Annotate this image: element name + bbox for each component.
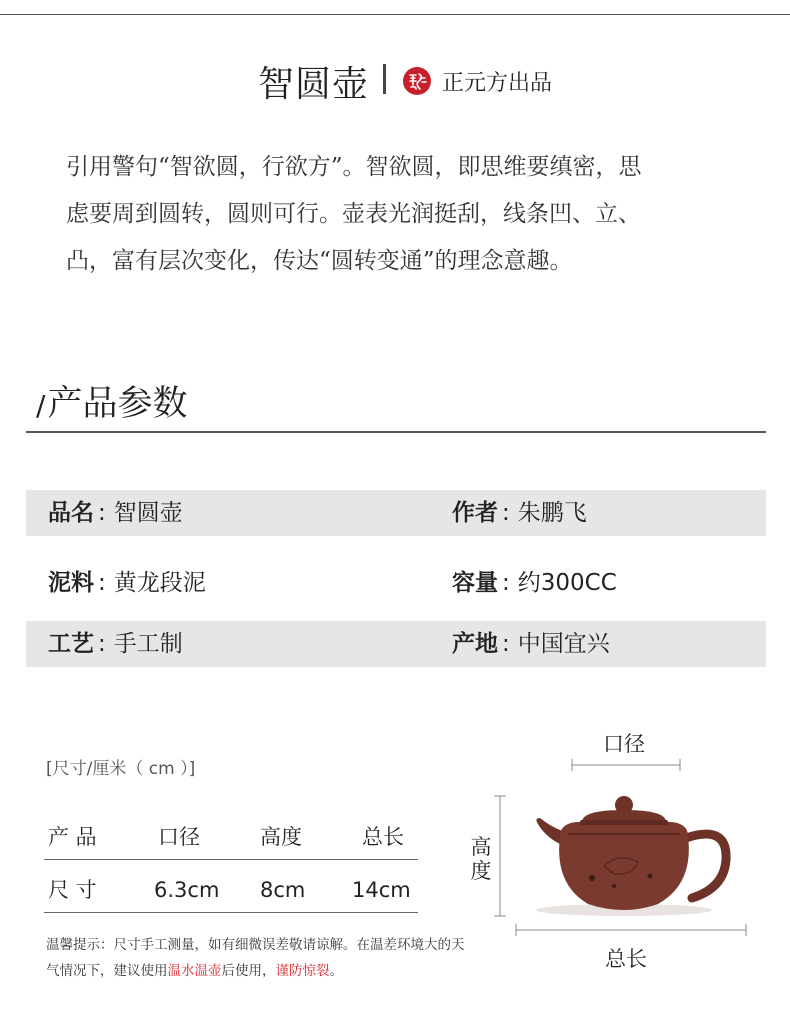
description-line: 凸，富有层次变化，传达“圆转变通”的理念意趣。: [66, 248, 573, 274]
height-label-bottom: 度: [470, 859, 492, 883]
table-cell: 14cm: [352, 878, 411, 902]
height-label-top: 高: [470, 835, 492, 859]
table-row: [44, 868, 418, 913]
param-value: 手工制: [113, 631, 183, 657]
param-row: [26, 560, 766, 606]
teapot-image: [536, 796, 726, 916]
param-clay: 泥料 : 黄龙段泥: [48, 570, 206, 596]
param-name: 品名 : 智圆壶: [48, 500, 183, 526]
tip-text: 。: [329, 963, 343, 979]
tip-highlight: 温水温壶: [167, 963, 222, 979]
length-label: 总长: [605, 947, 647, 971]
param-key: 产地: [452, 631, 498, 657]
dimension-table: [44, 815, 418, 913]
section-title-text: 产品参数: [47, 384, 188, 424]
table-header: 总长: [362, 825, 404, 849]
brand-label: 正元方出品: [442, 71, 553, 96]
product-title: 智圆壶: [258, 64, 370, 105]
section-divider: [26, 431, 766, 433]
tip-text: 后使用，: [221, 963, 276, 979]
param-value: 智圆壶: [113, 500, 183, 526]
param-value: 中国宜兴: [517, 631, 610, 657]
param-key: 品名: [48, 500, 94, 526]
care-tip: [46, 932, 466, 984]
table-cell: 8cm: [260, 878, 306, 902]
mouth-label: 口径: [603, 732, 645, 756]
table-header-row: [44, 815, 418, 860]
table-header: 产 品: [48, 825, 97, 849]
param-key: 容量: [452, 570, 498, 596]
section-title: [36, 376, 187, 426]
top-divider: [0, 14, 790, 15]
seal-logo: [402, 66, 432, 96]
table-cell: 尺 寸: [48, 878, 97, 902]
param-capacity: 容量 : 约300CC: [452, 570, 617, 596]
tip-text: 温馨提示：尺寸手工测量，如有细微误差敬请谅解。在温差环境大的天气情况下，建议使用: [46, 937, 465, 979]
table-cell: 6.3cm: [154, 878, 220, 902]
param-craft: 工艺 : 手工制: [48, 631, 183, 657]
description-line: 引用警句“智欲圆，行欲方”。智欲圆，即思维要缜密，思: [66, 154, 642, 180]
param-row: [26, 621, 766, 667]
param-origin: 产地 : 中国宜兴: [452, 631, 610, 657]
description-line: 虑要周到圆转，圆则可行。壶表光润挺刮，线条凹、立、: [66, 201, 641, 227]
tip-highlight: 谨防惊裂: [275, 963, 330, 979]
teapot-dimension-diagram: [464, 726, 784, 976]
unit-note: [尺寸/厘米（ cm ）]: [46, 759, 196, 779]
param-key: 泥料: [48, 570, 94, 596]
table-header: 高度: [260, 825, 302, 849]
header-divider: [383, 64, 386, 94]
product-description: [66, 144, 736, 285]
table-header: 口径: [158, 825, 200, 849]
param-row: [26, 490, 766, 536]
param-value: 朱鹏飞: [517, 500, 587, 526]
section-slash: /: [36, 389, 46, 422]
param-key: 作者: [452, 500, 498, 526]
param-value: 黄龙段泥: [113, 570, 206, 596]
param-author: 作者 : 朱鹏飞: [452, 500, 587, 526]
param-key: 工艺: [48, 631, 94, 657]
param-value: 约300CC: [517, 570, 617, 596]
